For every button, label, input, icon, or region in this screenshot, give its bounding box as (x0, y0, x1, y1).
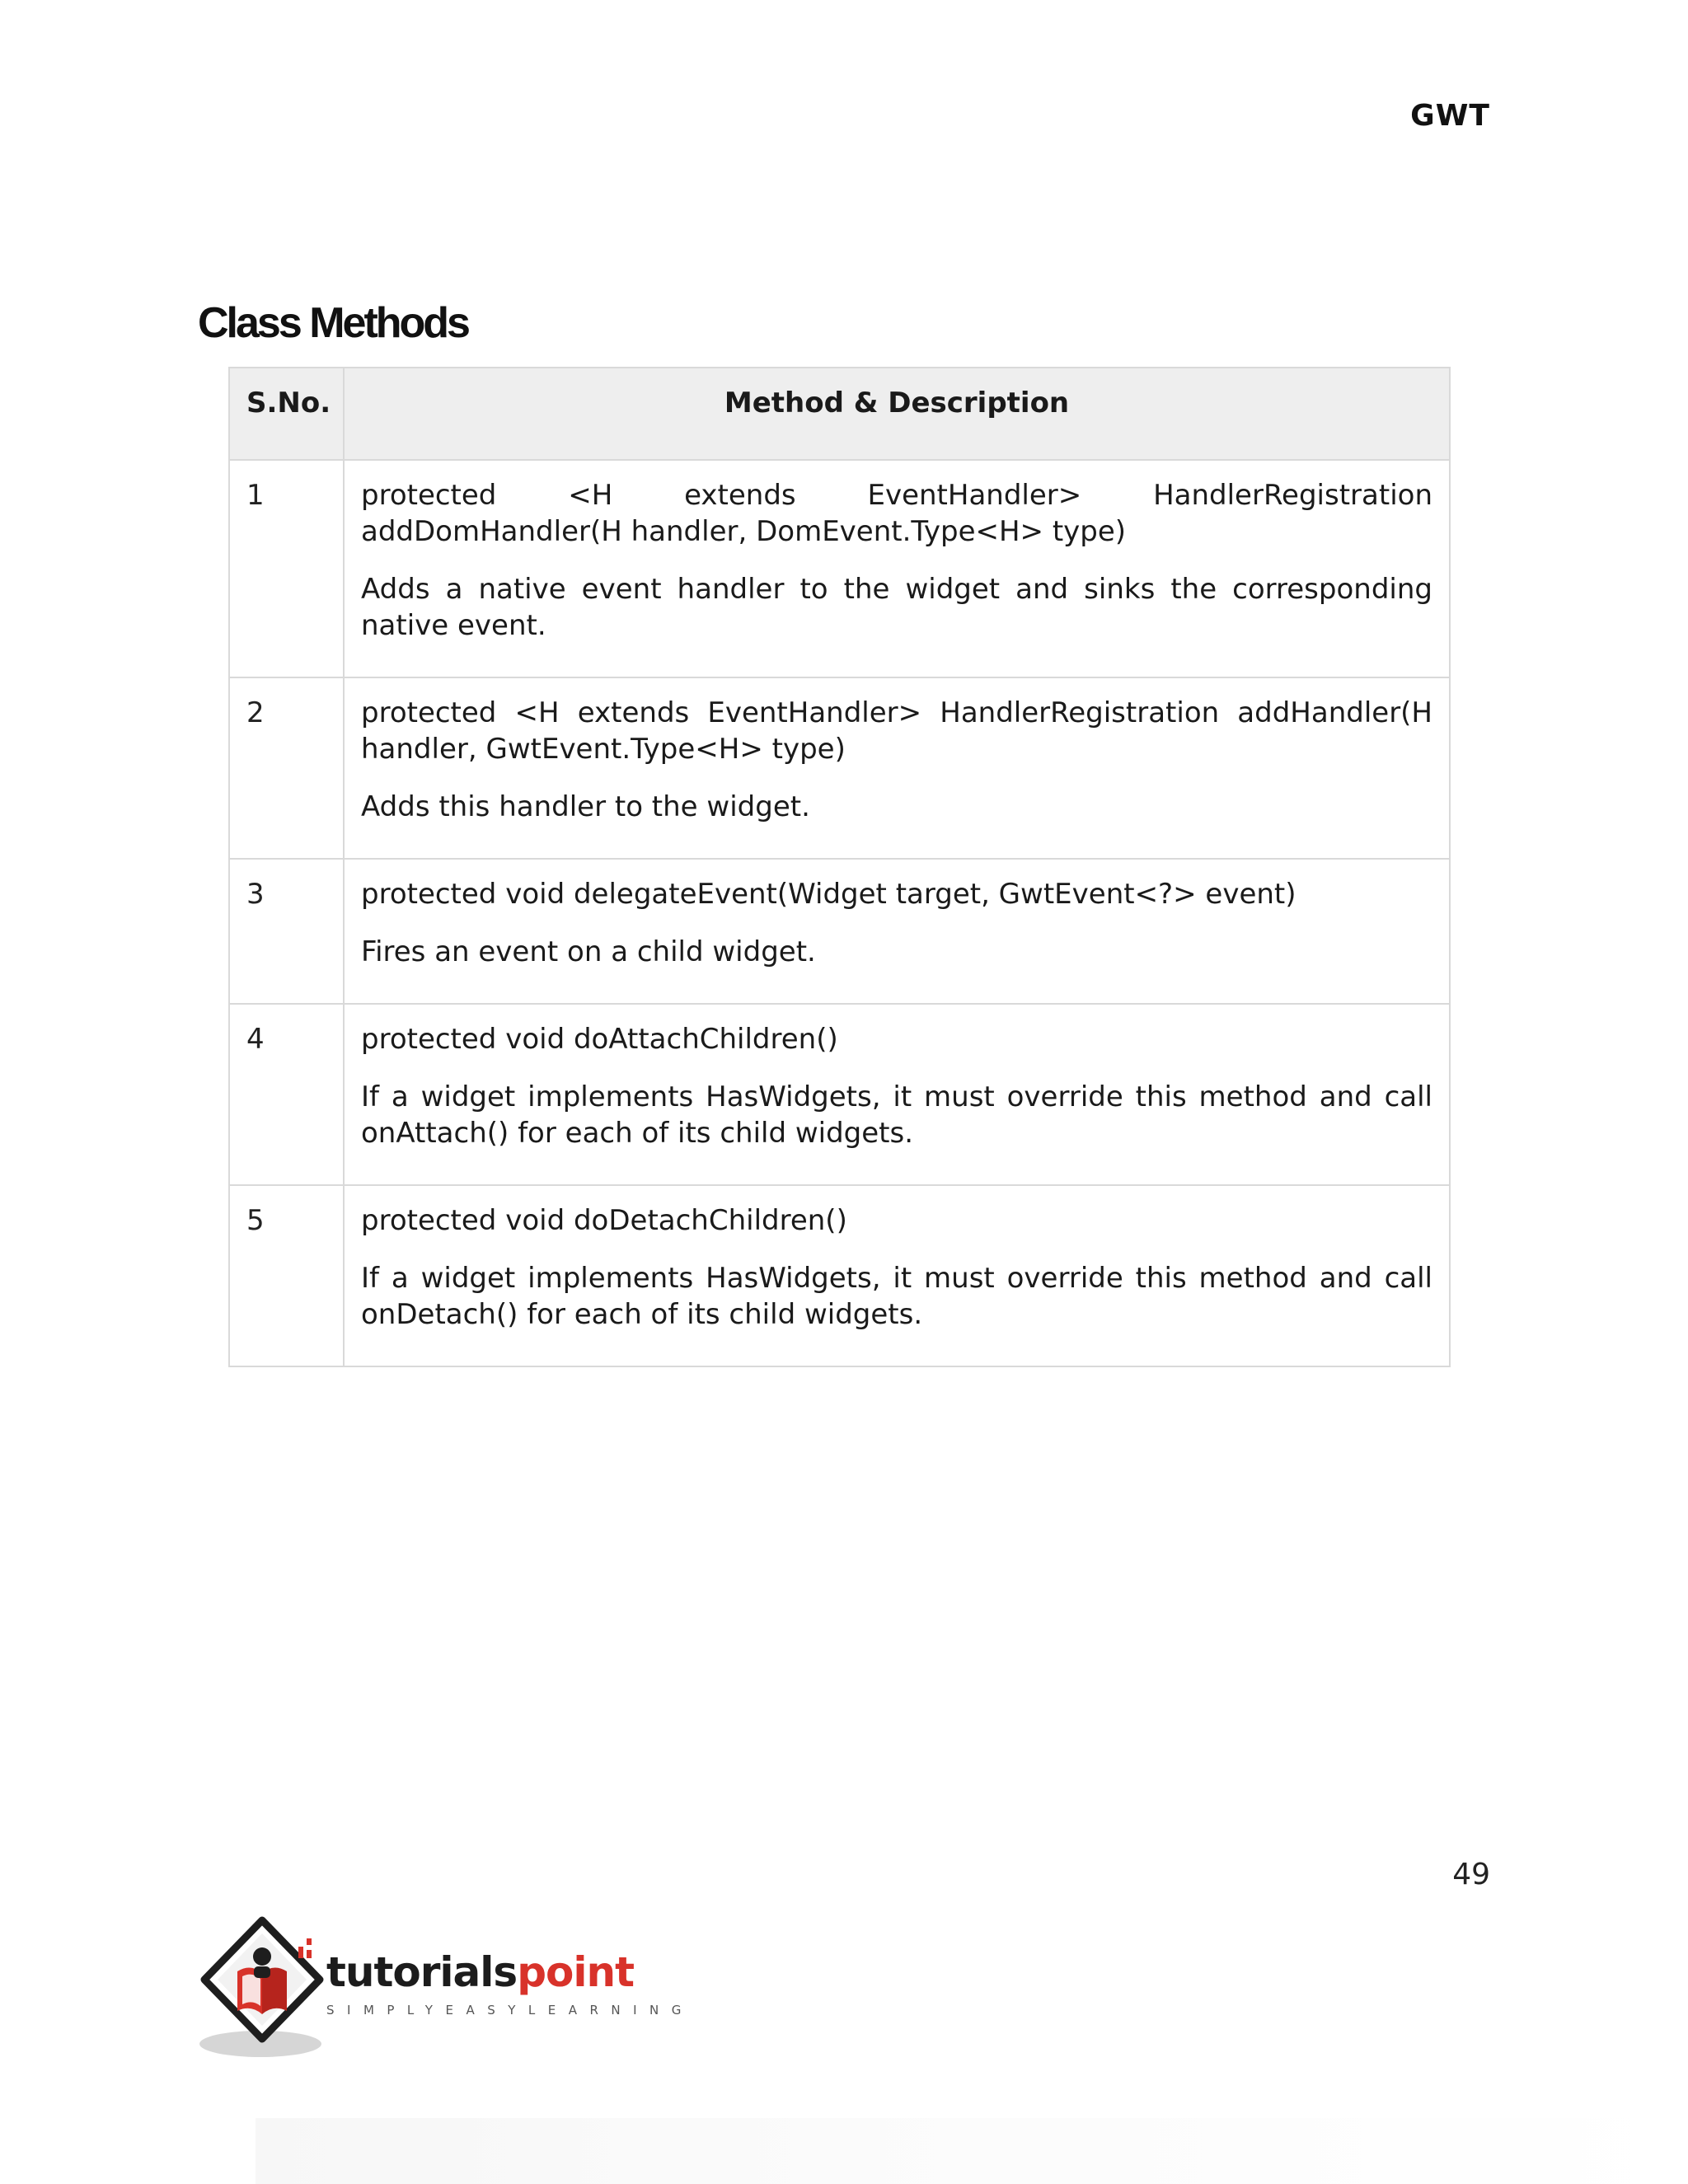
row-number: 5 (229, 1185, 344, 1366)
running-header: GWT (1410, 99, 1490, 133)
diamond-book-icon (196, 1914, 328, 2070)
method-signature: protected void doAttachChildren() (361, 1023, 838, 1056)
method-description: If a widget implements HasWidgets, it must override this method and call onDetach() for each of its child widgets. (361, 1262, 1432, 1331)
column-header-sno: S.No. (229, 368, 344, 460)
table-row (229, 677, 1450, 859)
method-signature: protected <H extends EventHandler> HandlerRegistration addHandler(H handler, GwtEvent.Type<H> type) (361, 696, 1432, 766)
method-description: Adds a native event handler to the widget and sinks the corresponding native event. (361, 573, 1432, 642)
tutorialspoint-logo (196, 1914, 694, 2070)
method-cell (344, 1185, 1450, 1366)
logo-tagline: SIMPLYEASYLEARNING (326, 2003, 694, 2018)
method-cell (344, 460, 1450, 677)
page-edge-shadow (256, 2118, 1688, 2184)
column-header-description: Method & Description (344, 368, 1450, 460)
table-row (229, 859, 1450, 1004)
page-number: 49 (1452, 1858, 1490, 1891)
section-title: Class Methods (198, 299, 468, 347)
method-cell (344, 859, 1450, 1004)
row-number: 4 (229, 1004, 344, 1185)
method-cell (344, 1004, 1450, 1185)
table-row (229, 1004, 1450, 1185)
method-description: If a widget implements HasWidgets, it must override this method and call onAttach() for each of its child widgets. (361, 1080, 1432, 1150)
method-description: Adds this handler to the widget. (361, 790, 810, 823)
method-signature: protected void delegateEvent(Widget target, GwtEvent<?> event) (361, 878, 1296, 911)
methods-table (228, 367, 1451, 1367)
method-signature: protected void doDetachChildren() (361, 1204, 847, 1237)
row-number: 1 (229, 460, 344, 677)
table-row (229, 460, 1450, 677)
row-number: 3 (229, 859, 344, 1004)
method-cell (344, 677, 1450, 859)
method-description: Fires an event on a child widget. (361, 935, 816, 968)
table-row (229, 1185, 1450, 1366)
method-signature: protected <H extends EventHandler> HandlerRegistration addDomHandler(H handler, DomEvent.Type<H> type) (361, 479, 1432, 548)
logo-wordmark: tutorialspoint (326, 1948, 634, 1996)
table-header-row (229, 368, 1450, 460)
row-number: 2 (229, 677, 344, 859)
